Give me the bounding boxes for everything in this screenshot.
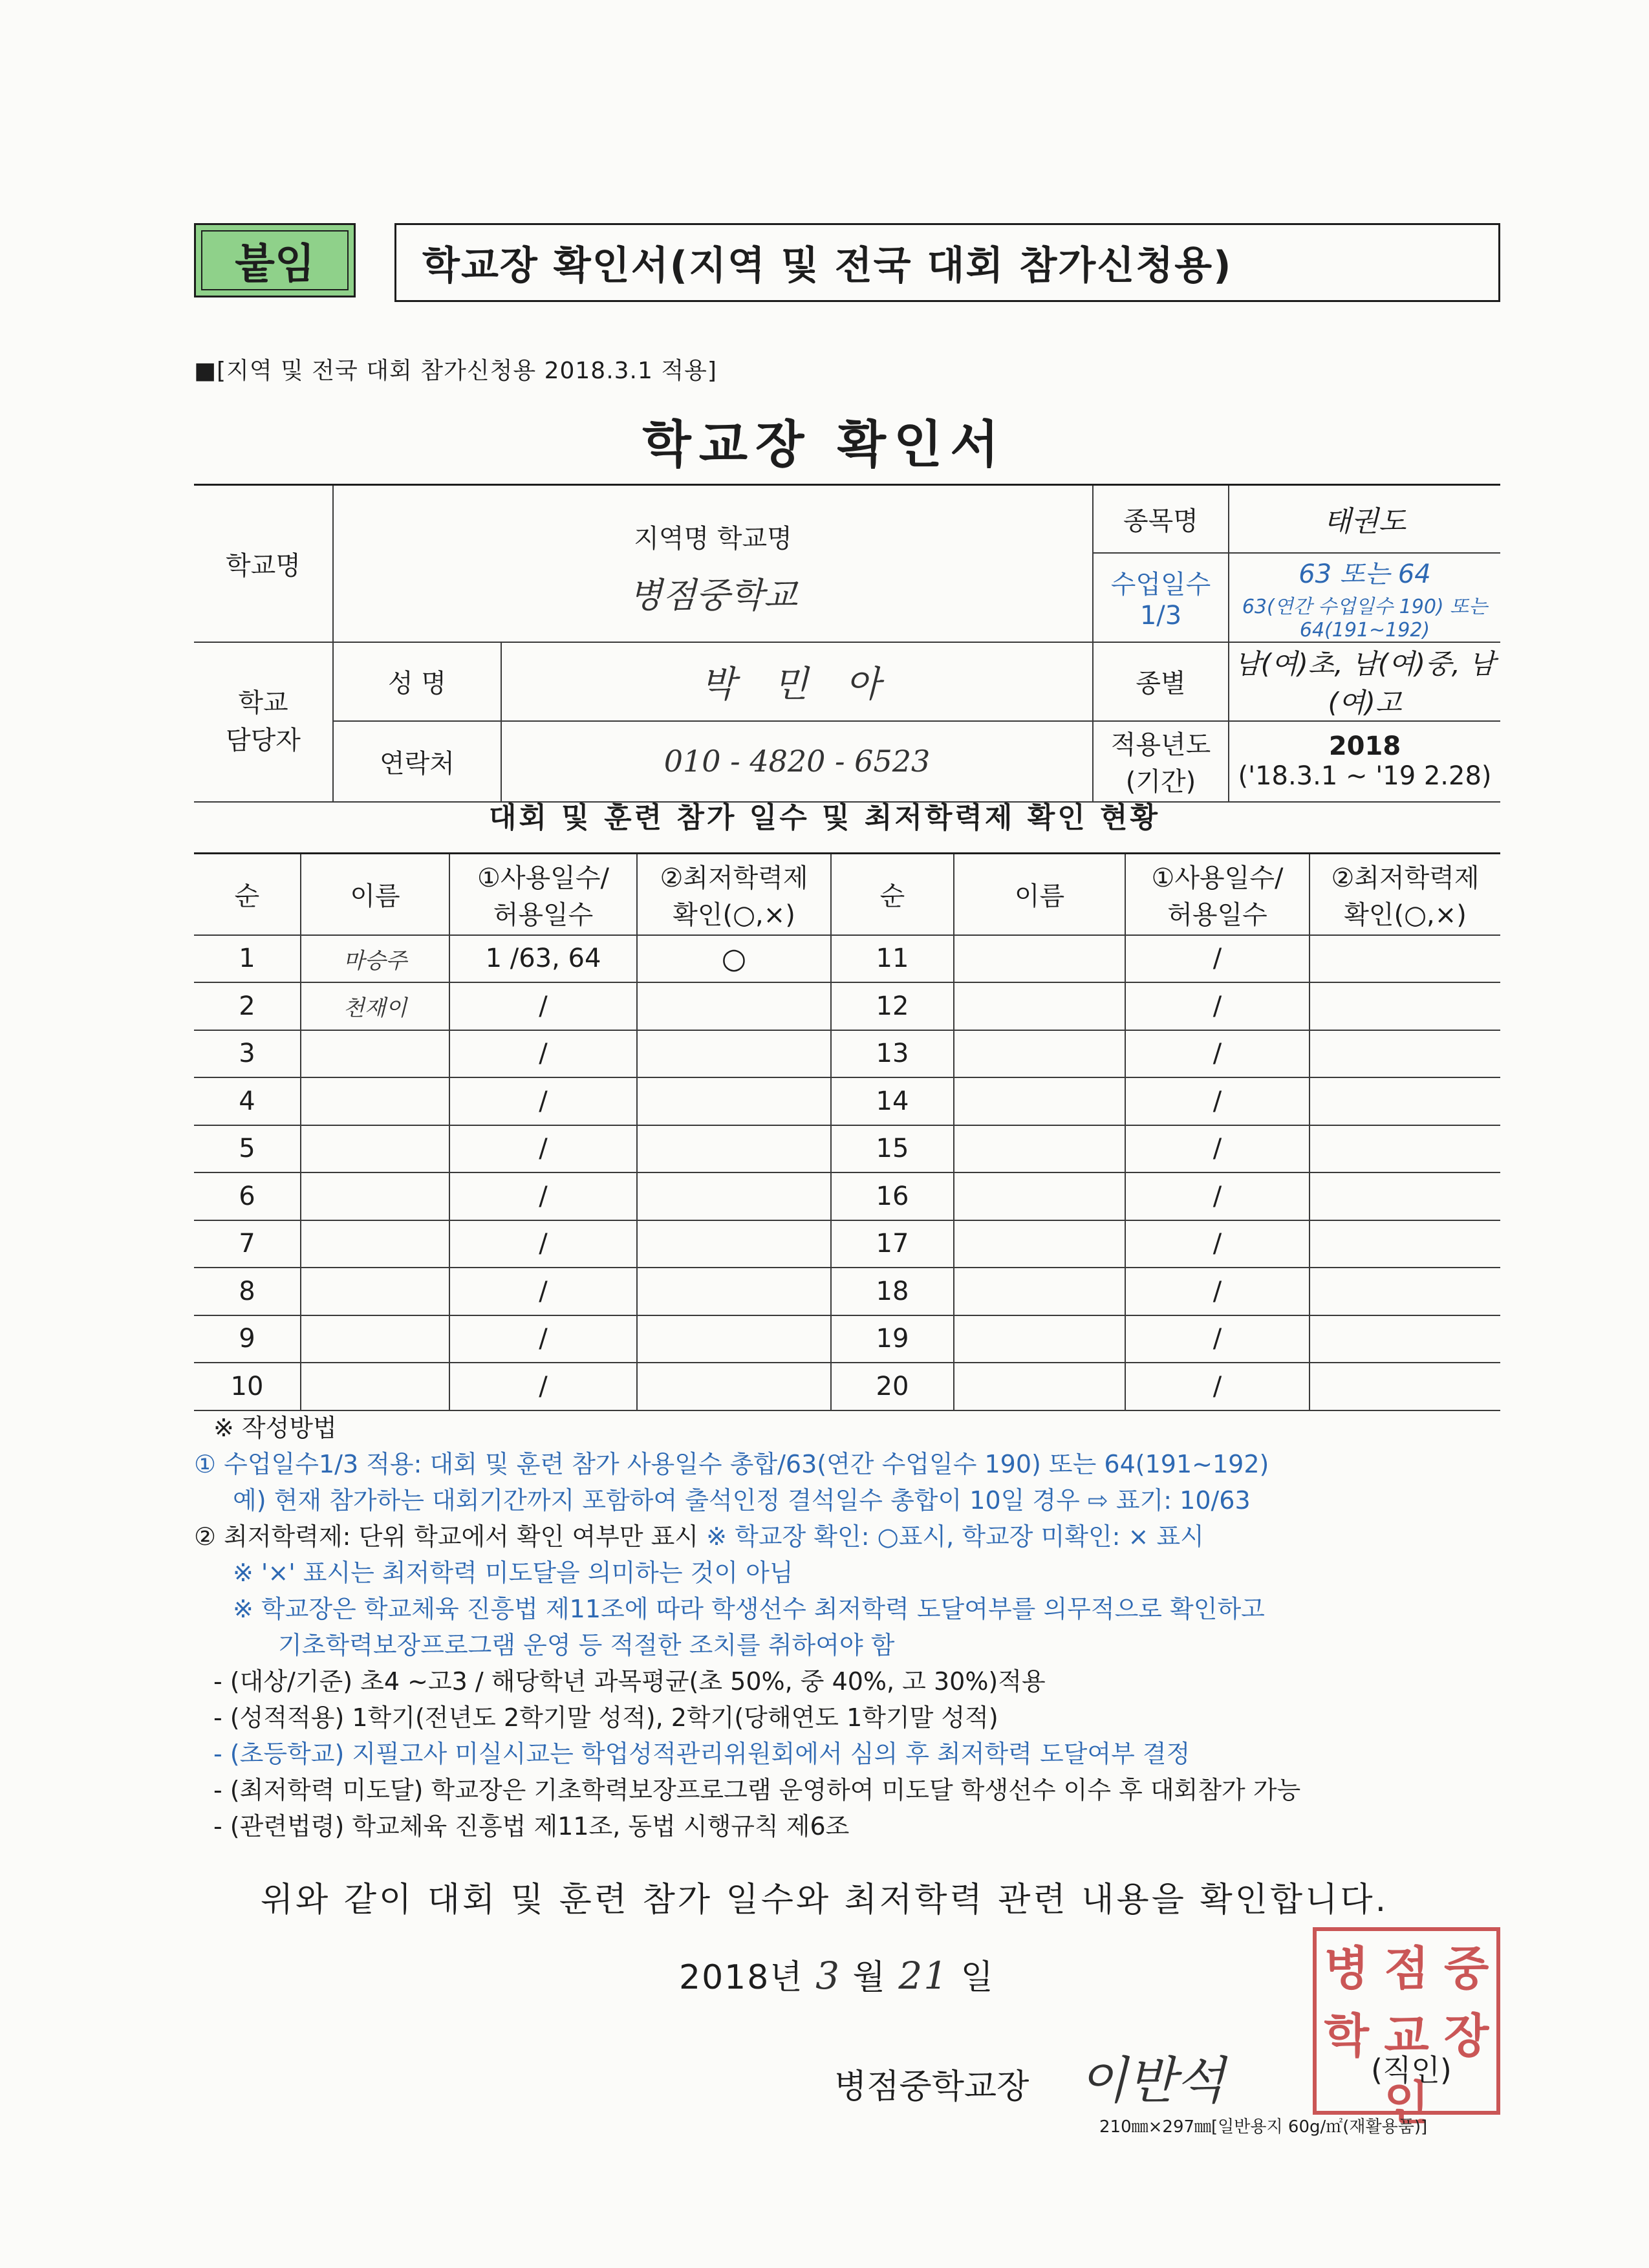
note-line-3-a: ② 최저학력제: 단위 학교에서 확인 여부만 표시	[194, 1522, 707, 1551]
note-line-3	[194, 1518, 1487, 1555]
phone-value: 010 - 4820 - 6523	[501, 721, 1093, 802]
row-name	[301, 1172, 449, 1220]
date-line	[679, 1950, 995, 1998]
year-label	[1093, 721, 1229, 802]
note-line-7: - (대상/기준) 초4 ~고3 / 해당학년 과목평균(초 50%, 중 40%, 고 30%)적용	[213, 1667, 1046, 1696]
table-row	[194, 1220, 1500, 1268]
row-check	[637, 982, 831, 1030]
phone-label: 연락처	[333, 721, 501, 802]
row-name: 천재이	[301, 982, 449, 1030]
row-check	[637, 1172, 831, 1220]
row-check	[1310, 1315, 1500, 1363]
days-label	[1093, 553, 1229, 642]
row-check	[1310, 982, 1500, 1030]
note-line-9: - (초등학교) 지필고사 미실시교는 학업성적관리위원회에서 심의 후 최저학력 도달여부 결정	[213, 1740, 1191, 1768]
row-name	[954, 1315, 1125, 1363]
row-no: 17	[831, 1220, 954, 1268]
note-line-3-b: ※ 학교장 확인: ○표시, 학교장 미확인: × 표시	[706, 1522, 1204, 1551]
row-days: /	[1125, 1125, 1310, 1173]
header-days-right-line2: 허용일수	[1167, 900, 1267, 930]
note-line-1: ① 수업일수1/3 적용: 대회 및 훈련 참가 사용일수 총합/63(연간 수업일수 190) 또는 64(191~192)	[194, 1450, 1269, 1478]
table-row	[194, 1125, 1500, 1173]
note-line-6: 기초학력보장프로그램 운영 등 적절한 조치를 취하여야 함	[278, 1631, 895, 1659]
document-title: 학교장 확인서	[642, 416, 1007, 474]
row-days: 1 /63, 64	[449, 935, 637, 983]
table-row	[194, 1030, 1500, 1078]
date-day: 21	[898, 1954, 949, 1998]
header-check-right-line2: 확인(○,×)	[1344, 900, 1467, 930]
header-title: 학교장 확인서(지역 및 전국 대회 참가신청용)	[394, 223, 1500, 302]
row-name	[954, 1077, 1125, 1125]
row-name	[301, 1315, 449, 1363]
row-name	[954, 1172, 1125, 1220]
header-name-right: 이름	[954, 854, 1125, 935]
row-no: 19	[831, 1315, 954, 1363]
type-value: 남(여)초, 남(여)중, 남(여)고	[1229, 642, 1500, 721]
row-check	[637, 1268, 831, 1315]
row-days: /	[449, 982, 637, 1030]
row-check	[1310, 935, 1500, 983]
row-name	[954, 1220, 1125, 1268]
row-name	[954, 1363, 1125, 1410]
row-no: 7	[194, 1220, 301, 1268]
row-days: /	[1125, 982, 1310, 1030]
row-check: ○	[637, 935, 831, 983]
row-name	[301, 1077, 449, 1125]
event-value: 태권도	[1229, 485, 1500, 553]
row-days: /	[449, 1315, 637, 1363]
contact-group-label	[194, 642, 333, 802]
header-no: 순	[194, 854, 301, 935]
principal-line	[834, 2040, 1225, 2113]
header-no-right: 순	[831, 854, 954, 935]
row-check	[1310, 1363, 1500, 1410]
row-name	[301, 1268, 449, 1315]
table-row	[194, 1315, 1500, 1363]
row-check	[1310, 1030, 1500, 1078]
row-name	[954, 1030, 1125, 1078]
row-no: 20	[831, 1363, 954, 1410]
status-table	[194, 852, 1500, 1411]
year-label-period: (기간)	[1125, 767, 1196, 797]
table-row	[194, 1077, 1500, 1125]
row-check	[1310, 1220, 1500, 1268]
period-value: ('18.3.1 ~ '19 2.28)	[1238, 761, 1492, 791]
table-row	[194, 935, 1500, 983]
row-no: 2	[194, 982, 301, 1030]
row-days: /	[1125, 1363, 1310, 1410]
row-days: /	[449, 1172, 637, 1220]
row-no: 8	[194, 1268, 301, 1315]
header-days	[449, 854, 637, 935]
row-check	[637, 1077, 831, 1125]
principal-school: 병점중학교장	[834, 2068, 1029, 2106]
date-month: 3	[815, 1954, 841, 1998]
row-days: /	[449, 1125, 637, 1173]
row-name	[301, 1220, 449, 1268]
notes-heading: ※ 작성방법	[213, 1414, 337, 1442]
apply-note: ■[지역 및 전국 대회 참가신청용 2018.3.1 적용]	[194, 358, 717, 384]
days-cell	[1229, 553, 1500, 642]
row-check	[1310, 1268, 1500, 1315]
header-days-right	[1125, 854, 1310, 935]
row-no: 15	[831, 1125, 954, 1173]
header-name: 이름	[301, 854, 449, 935]
note-line-4: ※ '×' 표시는 최저학력 미도달을 의미하는 것이 아님	[233, 1559, 793, 1587]
row-check	[637, 1125, 831, 1173]
row-name: 마승주	[301, 935, 449, 983]
info-table	[194, 484, 1500, 803]
row-no: 16	[831, 1172, 954, 1220]
row-no: 11	[831, 935, 954, 983]
row-name	[954, 1125, 1125, 1173]
row-check	[637, 1315, 831, 1363]
principal-signature: 이반석	[1078, 2052, 1225, 2110]
table-row	[194, 1172, 1500, 1220]
header-check-line1: ②최저학력제	[660, 863, 808, 893]
event-label: 종목명	[1093, 485, 1229, 553]
school-cell	[333, 485, 1093, 642]
stamp-label: (직인)	[1371, 2053, 1452, 2088]
row-name	[954, 1268, 1125, 1315]
year-cell	[1229, 721, 1500, 802]
school-label: 학교명	[194, 485, 333, 642]
row-check	[1310, 1077, 1500, 1125]
table-row	[194, 982, 1500, 1030]
date-month-unit: 월	[852, 1958, 887, 1997]
region-school-label: 지역명 학교명	[634, 524, 792, 554]
row-no: 14	[831, 1077, 954, 1125]
row-name	[301, 1125, 449, 1173]
days-note: 63(연간 수업일수 190) 또는 64(191~192)	[1242, 595, 1488, 642]
row-days: /	[1125, 1077, 1310, 1125]
row-days: /	[449, 1030, 637, 1078]
row-days: /	[1125, 935, 1310, 983]
row-no: 9	[194, 1315, 301, 1363]
header-days-right-line1: ①사용일수/	[1151, 863, 1284, 893]
note-line-5: ※ 학교장은 학교체육 진흥법 제11조에 따라 학생선수 최저학력 도달여부를 의무적으로 확인하고	[233, 1595, 1265, 1623]
header-check	[637, 854, 831, 935]
row-name	[954, 982, 1125, 1030]
row-days: /	[449, 1220, 637, 1268]
row-days: /	[449, 1077, 637, 1125]
row-days: /	[1125, 1220, 1310, 1268]
header-days-line2: 허용일수	[493, 900, 594, 930]
year-value: 2018	[1328, 731, 1401, 761]
days-value: 63 또는 64	[1299, 559, 1431, 589]
days-label-ratio: 1/3	[1139, 601, 1182, 631]
row-days: /	[1125, 1315, 1310, 1363]
row-no: 3	[194, 1030, 301, 1078]
row-name	[954, 935, 1125, 983]
row-name	[301, 1030, 449, 1078]
table-row	[194, 1268, 1500, 1315]
note-line-11: - (관련법령) 학교체육 진흥법 제11조, 동법 시행규칙 제6조	[213, 1812, 850, 1841]
row-no: 4	[194, 1077, 301, 1125]
row-check	[637, 1220, 831, 1268]
note-line-2: 예) 현재 참가하는 대회기간까지 포함하여 출석인정 결석일수 총합이 10일 경우 ⇨ 표기: 10/63	[233, 1486, 1251, 1515]
row-no: 6	[194, 1172, 301, 1220]
type-label: 종별	[1093, 642, 1229, 721]
closing-statement: 위와 같이 대회 및 훈련 참가 일수와 최저학력 관련 내용을 확인합니다.	[260, 1881, 1389, 1919]
note-line-8: - (성적적용) 1학기(전년도 2학기말 성적), 2학기(당해연도 1학기말 성적)	[213, 1703, 998, 1732]
row-check	[637, 1363, 831, 1410]
days-label-text: 수업일수	[1110, 570, 1211, 599]
name-value: 박 민 아	[501, 642, 1093, 721]
row-check	[1310, 1172, 1500, 1220]
row-check	[637, 1030, 831, 1078]
header-check-right-line1: ②최저학력제	[1331, 863, 1480, 893]
year-label-text: 적용년도	[1110, 730, 1211, 760]
official-seal: 병 점 중 학 교 장 인	[1313, 1927, 1500, 2115]
date-day-unit: 일	[960, 1958, 995, 1997]
header-check-line2: 확인(○,×)	[673, 900, 795, 930]
paper-spec: 210㎜×297㎜[일반용지 60g/㎡(재활용품)]	[1099, 2117, 1428, 2137]
row-no: 5	[194, 1125, 301, 1173]
row-name	[301, 1363, 449, 1410]
header-days-line1: ①사용일수/	[477, 863, 609, 893]
row-days: /	[1125, 1172, 1310, 1220]
row-no: 13	[831, 1030, 954, 1078]
note-line-10: - (최저학력 미도달) 학교장은 기초학력보장프로그램 운영하여 미도달 학생선수 이수 후 대회참가 가능	[213, 1776, 1301, 1804]
contact-group-text: 학교 담당자	[226, 688, 301, 755]
status-title: 대회 및 훈련 참가 일수 및 최저학력제 확인 현황	[488, 801, 1161, 834]
name-label: 성 명	[333, 642, 501, 721]
row-days: /	[1125, 1268, 1310, 1315]
status-header-row	[194, 854, 1500, 935]
row-no: 1	[194, 935, 301, 983]
row-check	[1310, 1125, 1500, 1173]
notes	[194, 1410, 1487, 1844]
date-year: 2018년	[679, 1958, 804, 1997]
row-days: /	[449, 1363, 637, 1410]
row-no: 12	[831, 982, 954, 1030]
row-no: 10	[194, 1363, 301, 1410]
header-check-right	[1310, 854, 1500, 935]
table-row	[194, 1363, 1500, 1410]
row-no: 18	[831, 1268, 954, 1315]
status-body	[194, 935, 1500, 1410]
row-days: /	[1125, 1030, 1310, 1078]
attachment-badge: 붙임	[194, 223, 356, 297]
row-days: /	[449, 1268, 637, 1315]
school-value: 병점중학교	[629, 575, 797, 616]
